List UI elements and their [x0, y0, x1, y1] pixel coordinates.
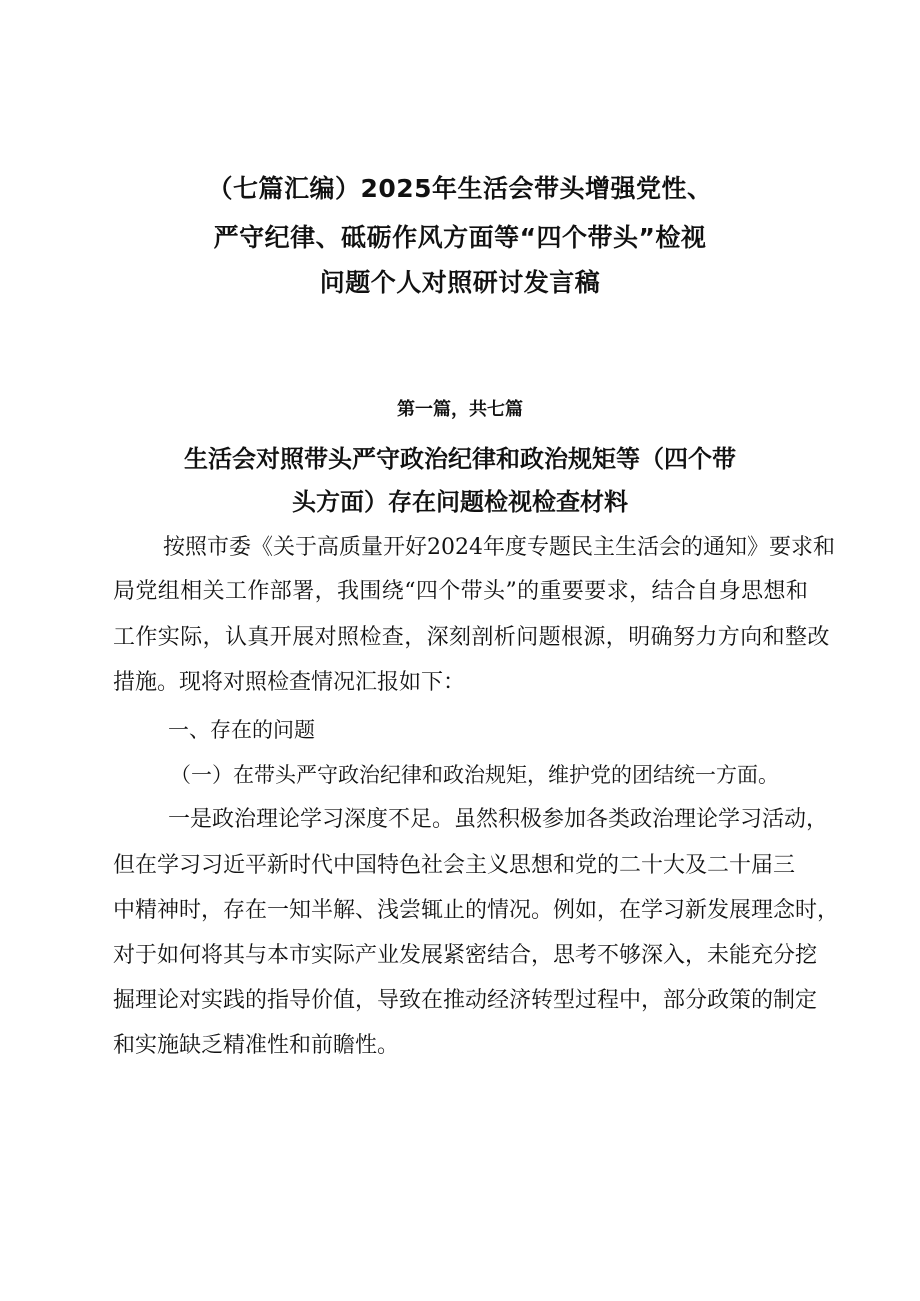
intro-line-2: 局党组相关工作部署，我围绕“四个带头”的重要要求，结合自身思想和 [113, 579, 809, 604]
body-line-1: 一是政治理论学习深度不足。虽然积极参加各类政治理论学习活动， [168, 807, 829, 832]
body-line-5: 掘理论对实践的指导价值，导致在推动经济转型过程中，部分政策的制定 [113, 988, 818, 1013]
body-line-2: 但在学习习近平新时代中国特色社会主义思想和党的二十大及二十届三 [113, 853, 796, 878]
part-title-line-2: 头方面）存在问题检视检查材料 [292, 488, 628, 516]
intro-line-1: 按照市委《关于高质量开好2024年度专题民主生活会的通知》要求和 [163, 535, 835, 560]
main-title-line-1: （七篇汇编）2025年生活会带头增强党性、 [207, 174, 713, 203]
subsection-heading: （一）在带头严守政治纪律和政治规矩，维护党的团结统一方面。 [170, 763, 779, 787]
intro-line-3: 工作实际，认真开展对照检查，深刻剖析问题根源，明确努力方向和整改 [113, 625, 830, 650]
part-title-line-1: 生活会对照带头严守政治纪律和政治规矩等（四个带 [184, 445, 736, 473]
part-label: 第一篇，共七篇 [397, 399, 523, 420]
body-line-3: 中精神时，存在一知半解、浅尝辄止的情况。例如，在学习新发展理念时， [113, 898, 840, 923]
main-title-line-3: 问题个人对照研讨发言稿 [319, 268, 601, 297]
body-line-4: 对于如何将其与本市实际产业发展紧密结合，思考不够深入，未能充分挖 [113, 943, 818, 968]
body-line-6: 和实施缺乏精准性和前瞻性。 [113, 1033, 400, 1058]
intro-line-4: 措施。现将对照检查情况汇报如下： [113, 670, 466, 695]
section-heading: 一、存在的问题 [168, 718, 315, 742]
main-title-line-2: 严守纪律、砥砺作风方面等“四个带头”检视 [213, 223, 707, 252]
